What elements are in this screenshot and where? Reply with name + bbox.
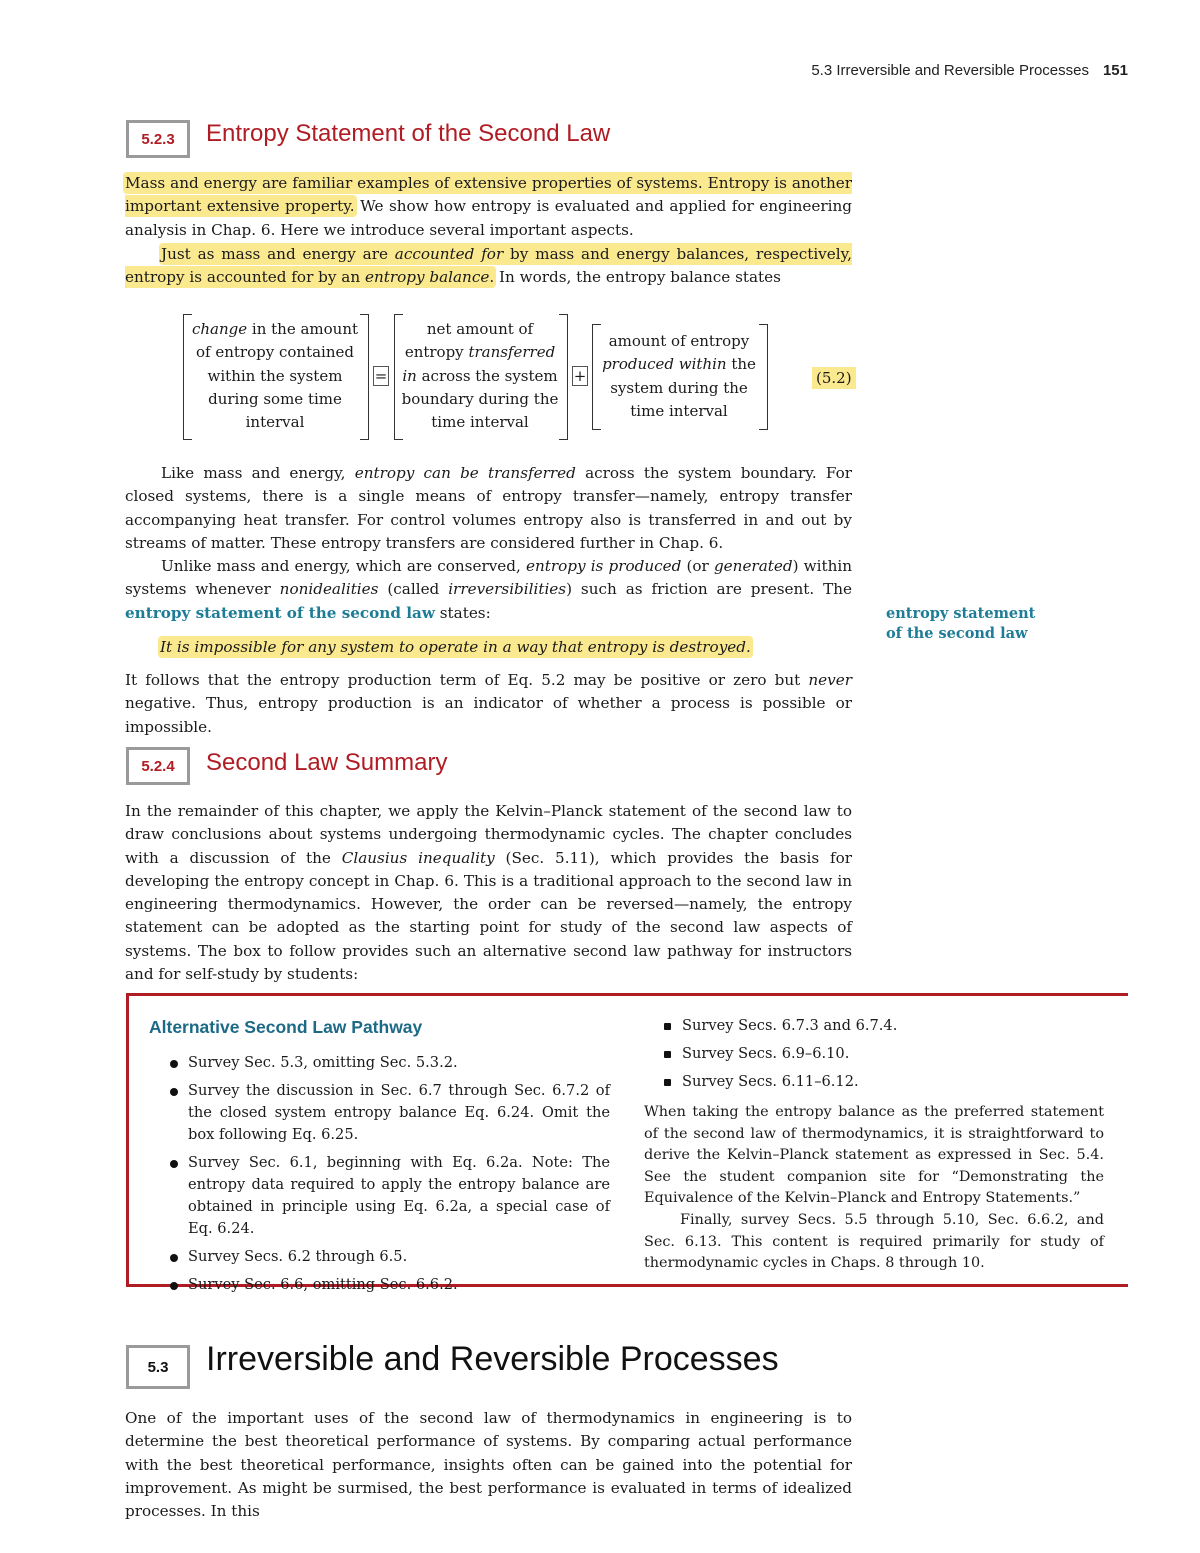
balance-term-transferred: net amount of entropy transferred in across the system boundary during the time interval [401,320,559,432]
bracket-left-close [360,314,369,440]
paragraph-entropy-intro: Mass and energy are familiar examples of extensive properties of systems. Entropy is another important extensive property. We show how entropy is evaluated and applied for engineering analysis in Chap. 6. Here we introduce several important aspects. [125,174,852,239]
pathway-paragraph-finally: Finally, survey Secs. 5.5 through 5.10, Sec. 6.6.2, and Sec. 6.13. This content is required primarily for study of thermodynamic cycles in Chaps. 8 through 10. [644,1212,1104,1272]
list-item: Survey Secs. 6.7.3 and 6.7.4. [662,1015,1104,1037]
bracket-mid-close [559,314,568,440]
pathway-list-right [662,1015,1104,1099]
plus-sign: + [573,367,587,385]
paragraph-irreversible-intro: One of the important uses of the second law of thermodynamics in engineering is to determine the best theoretical performance of systems. By comparing actual performance with the best theoretical performance, insights often can be gained into the potential for improvement. As might be surmised, the best performance is evaluated in terms of idealized processes. In this [125,1409,852,1521]
paragraph-second-law-summary: In the remainder of this chapter, we apply the Kelvin–Planck statement of the second law to draw conclusions about systems undergoing thermodynamic cycles. The chapter concludes with a discussion of the Clausius inequality (Sec. 5.11), which provides the basis for developing the entropy concept in Chap. 6. This is a traditional approach to the second law in engineering thermodynamics. However, the order can be reversed—namely, the entropy statement can be adopted as the starting point for study of the second law aspects of systems. The box to follow provides such an alternative second law pathway for instructors and for self-study by students: [125,802,852,984]
running-title: 5.3 Irreversible and Reversible Processes [811,62,1089,79]
bracket-right-close [759,324,768,430]
running-head [811,62,1128,79]
pathway-paragraph-equivalence: When taking the entropy balance as the preferred statement of the second law of thermodynamics, it is straightforward to derive the Kelvin–Planck statement as expressed in Sec. 5.4. See the student companion site for “Demonstrating the Equivalence of the Kelvin–Planck and Entropy Statements.” [644,1104,1104,1207]
paragraph-entropy-transfer: Like mass and energy, entropy can be transferred across the system boundary. For closed systems, there is a single means of entropy transfer—namely, entropy transfer accompanying heat transfer. For control volumes entropy also is transferred in and out by streams of matter. These entropy transfers are considered further in Chap. 6. [125,464,852,552]
paragraph-entropy-indicator: It follows that the entropy production term of Eq. 5.2 may be positive or zero but never negative. Thus, entropy production is an indicator of whether a process is possible or impossible. [125,671,852,736]
paragraph-entropy-production: Unlike mass and energy, which are conserved, entropy is produced (or generated) within systems whenever nonidealities (called irreversibilities) such as friction are present. The entropy statement of the second law states: [125,557,853,622]
entropy-statement: It is impossible for any system to operate in a way that entropy is destroyed. [160,638,751,656]
list-item: Survey Sec. 5.3, omitting Sec. 5.3.2. [168,1052,610,1074]
list-item: Survey Secs. 6.2 through 6.5. [168,1246,610,1268]
list-item: Survey Secs. 6.9–6.10. [662,1043,1104,1065]
equals-sign: = [374,367,388,385]
section-title-5-2-4: Second Law Summary [206,749,448,776]
page-number: 151 [1102,62,1128,79]
section-number-5-3: 5.3 [126,1345,190,1389]
pathway-box-title: Alternative Second Law Pathway [149,1017,423,1037]
section-number-5-2-4: 5.2.4 [126,747,190,785]
margin-note-entropy-statement: entropy statement of the second law [886,605,1036,642]
highlight-extensive-property: Mass and energy are familiar examples of extensive properties of systems. Entropy is another important extensive property. [125,174,852,216]
list-item: Survey Secs. 6.11–6.12. [662,1071,1104,1093]
highlight-entropy-balance: Just as mass and energy are accounted for by mass and energy balances, respectively, entropy is accounted for by an entropy balance. [125,245,852,287]
section-title-5-2-3: Entropy Statement of the Second Law [206,120,611,147]
list-item: Survey the discussion in Sec. 6.7 through Sec. 6.7.2 of the closed system entropy balance Eq. 6.24. Omit the box following Eq. 6.25. [168,1080,610,1146]
list-item: Survey Sec. 6.6, omitting Sec. 6.6.2. [168,1274,610,1296]
section-number-5-2-3: 5.2.3 [126,120,190,158]
section-title-5-3: Irreversible and Reversible Processes [206,1340,779,1378]
paragraph-entropy-balance: Just as mass and energy are accounted for by mass and energy balances, respectively, entropy is accounted for by an entropy balance. In words, the entropy balance states [125,245,852,287]
list-item: Survey Sec. 6.1, beginning with Eq. 6.2a. Note: The entropy data required to apply the entropy balance are obtained in principle using Eq. 6.2a, a special case of Eq. 6.24. [168,1152,610,1240]
balance-term-change: change in the amount of entropy contained within the system during some time interval [191,320,359,432]
equation-number: (5.2) [812,368,856,387]
key-term-entropy-statement: entropy statement of the second law [125,603,435,622]
balance-term-produced: amount of entropy produced within the system during the time interval [602,332,756,420]
pathway-list-left [168,1052,610,1302]
